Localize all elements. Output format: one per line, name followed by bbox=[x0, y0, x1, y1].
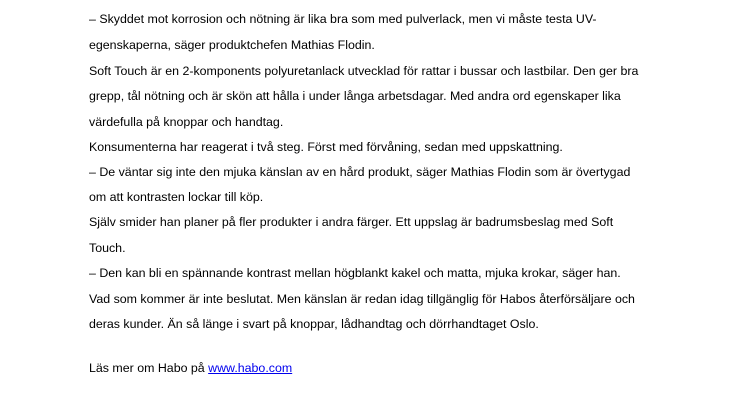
paragraph-line: Touch. bbox=[89, 241, 126, 255]
footer-line bbox=[89, 360, 292, 376]
paragraph-line: – Skyddet mot korrosion och nötning är lika bra som med pulverlack, men vi måste testa UV- bbox=[89, 12, 597, 26]
paragraph-line: – De väntar sig inte den mjuka känslan av en hård produkt, säger Mathias Flodin som är övertygad bbox=[89, 165, 631, 179]
paragraph-line: Konsumenterna har reagerat i två steg. Först med förvåning, sedan med uppskattning. bbox=[89, 140, 563, 154]
paragraph-line: om att kontrasten lockar till köp. bbox=[89, 190, 264, 204]
paragraph-line: Soft Touch är en 2-komponents polyuretanlack utvecklad för rattar i bussar och lastbilar. Den ger bra bbox=[89, 64, 639, 78]
footer-text: Läs mer om Habo på bbox=[89, 361, 209, 375]
paragraph-line: deras kunder. Än så länge i svart på knoppar, lådhandtag och dörrhandtaget Oslo. bbox=[89, 317, 539, 331]
paragraph-line: Vad som kommer är inte beslutat. Men känslan är redan idag tillgänglig för Habos återförsäljare och bbox=[89, 292, 635, 306]
paragraph-line: värdefulla på knoppar och handtag. bbox=[89, 115, 284, 129]
paragraph-line: Själv smider han planer på fler produkter i andra färger. Ett uppslag är badrumsbeslag med Soft bbox=[89, 215, 614, 229]
habo-website-link[interactable]: www.habo.com bbox=[208, 361, 293, 375]
paragraph-line: egenskaperna, säger produktchefen Mathias Flodin. bbox=[89, 38, 375, 52]
paragraph-line: grepp, tål nötning och är skön att hålla i under långa arbetsdagar. Med andra ord egenskaper lika bbox=[89, 89, 621, 103]
paragraph-line: – Den kan bli en spännande kontrast mellan högblankt kakel och matta, mjuka krokar, säger han. bbox=[89, 266, 621, 280]
